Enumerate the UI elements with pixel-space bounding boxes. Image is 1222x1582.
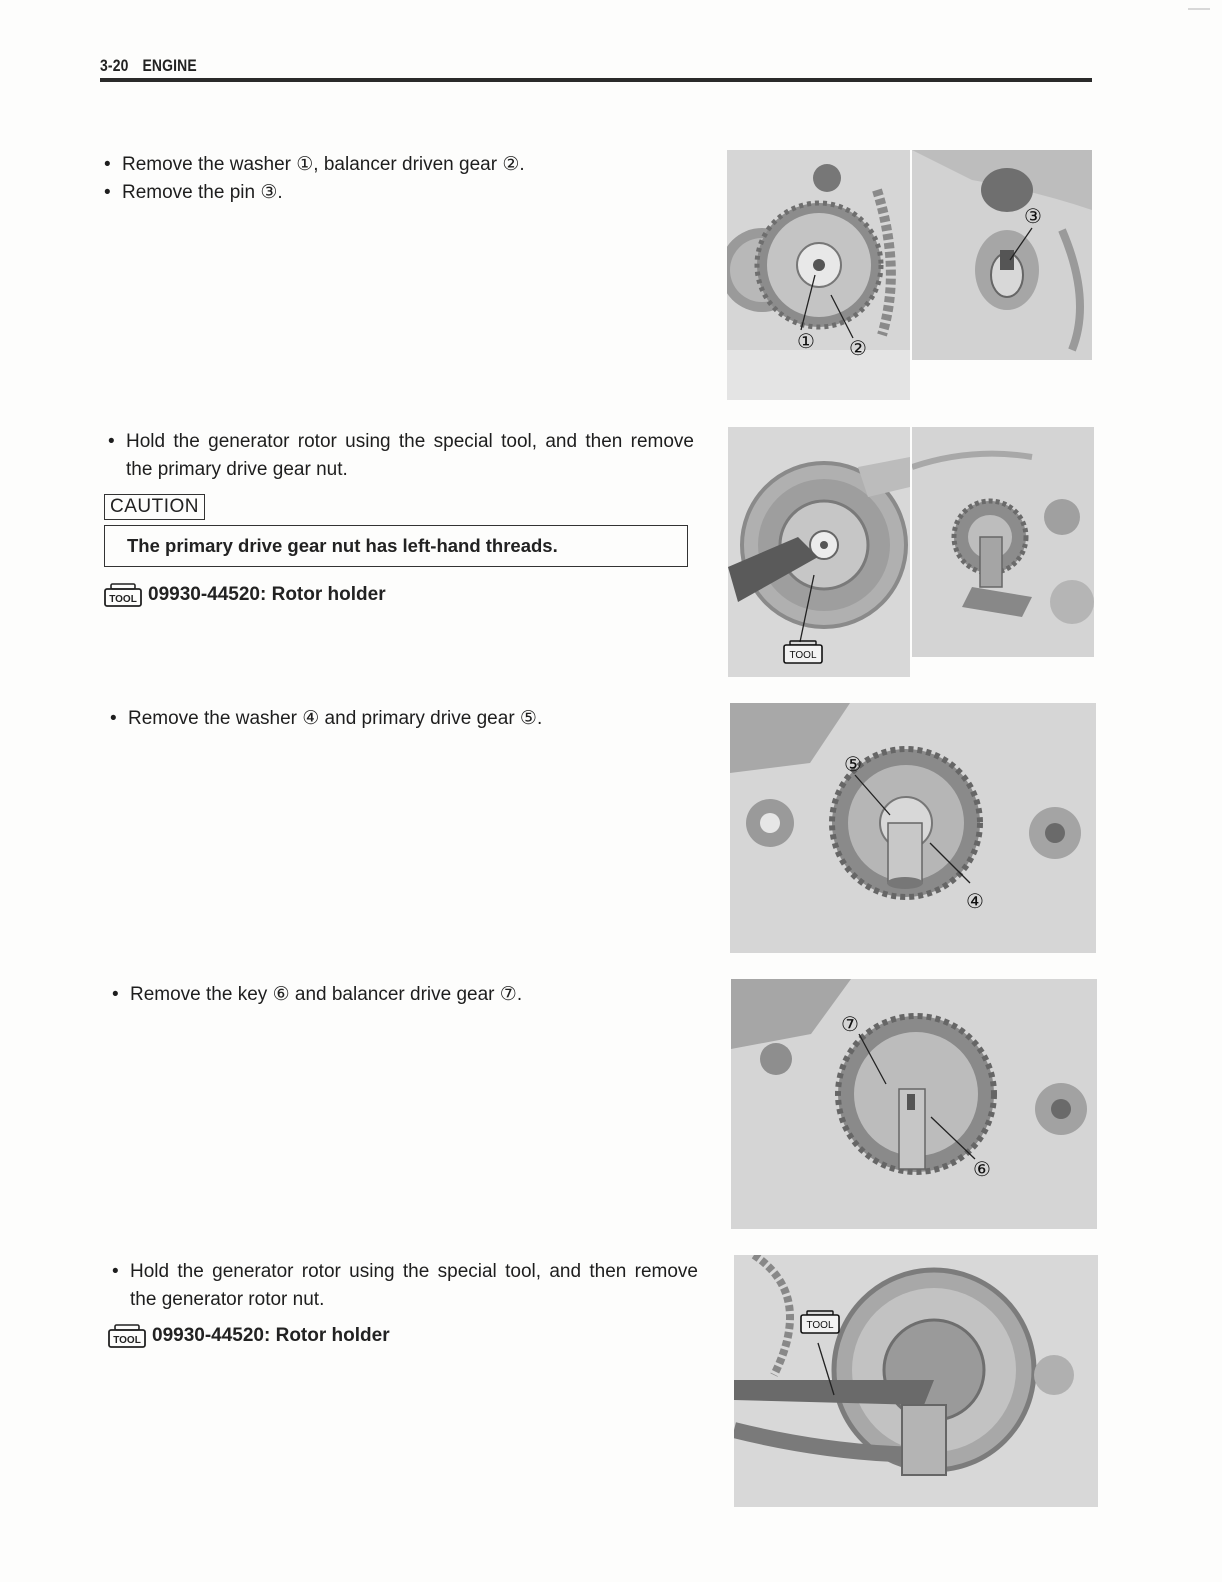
step-1-bullet-1: • Remove the washer ①, balancer driven gear ②. [104, 154, 525, 175]
step-1 [104, 151, 694, 207]
photo-generator-rotor-nut [734, 1255, 1098, 1507]
step-2 [108, 428, 694, 484]
photo-balancer-driven-gear [727, 150, 910, 400]
photo-rotor-holder [728, 427, 910, 677]
tool-text-1: 09930-44520: Rotor holder [148, 584, 386, 605]
step-5-bullet: • Hold the generator rotor using the special tool, and then remove the generator rotor nut. [112, 1261, 698, 1310]
svg-text:⑤: ⑤ [844, 752, 862, 776]
caution-text: The primary drive gear nut has left-hand threads. [127, 535, 558, 556]
svg-text:TOOL: TOOL [113, 1335, 141, 1346]
step-3-bullet: • Remove the washer ④ and primary drive gear ⑤. [110, 708, 543, 729]
tool-line-2 [108, 1324, 390, 1348]
tool-line-1 [104, 583, 386, 607]
svg-text:TOOL: TOOL [109, 594, 137, 605]
svg-text:③: ③ [1024, 204, 1042, 228]
caution-box [104, 525, 688, 567]
svg-text:TOOL: TOOL [789, 650, 817, 661]
page-number: 3-20 [100, 56, 129, 75]
svg-text:TOOL: TOOL [806, 1320, 834, 1331]
svg-text:⑥: ⑥ [973, 1157, 991, 1181]
photo-primary-drive-gear [730, 703, 1096, 953]
step-4 [112, 981, 698, 1009]
caution-label: CAUTION [104, 494, 205, 520]
corner-mark [1188, 8, 1210, 10]
svg-text:①: ① [797, 329, 815, 353]
step-5 [112, 1258, 698, 1314]
step-3 [110, 705, 696, 733]
step-2-bullet: • Hold the generator rotor using the special tool, and then remove the primary drive gear nut. [108, 431, 694, 480]
tool-icon [784, 641, 822, 663]
svg-text:②: ② [849, 336, 867, 360]
section-title: ENGINE [142, 56, 197, 75]
page-header [100, 56, 197, 76]
tool-text-2: 09930-44520: Rotor holder [152, 1325, 390, 1346]
photo-balancer-drive-gear [731, 979, 1097, 1229]
step-1-bullet-2: • Remove the pin ③. [104, 182, 283, 203]
svg-text:⑦: ⑦ [841, 1012, 859, 1036]
tool-icon [801, 1311, 839, 1333]
photo-primary-drive-gear-nut [912, 427, 1094, 657]
tool-icon [104, 583, 142, 607]
tool-icon [108, 1324, 146, 1348]
photo-pin [912, 150, 1092, 360]
header-rule [100, 78, 1092, 82]
step-4-bullet: • Remove the key ⑥ and balancer drive gear ⑦. [112, 984, 523, 1005]
svg-text:④: ④ [966, 889, 984, 913]
